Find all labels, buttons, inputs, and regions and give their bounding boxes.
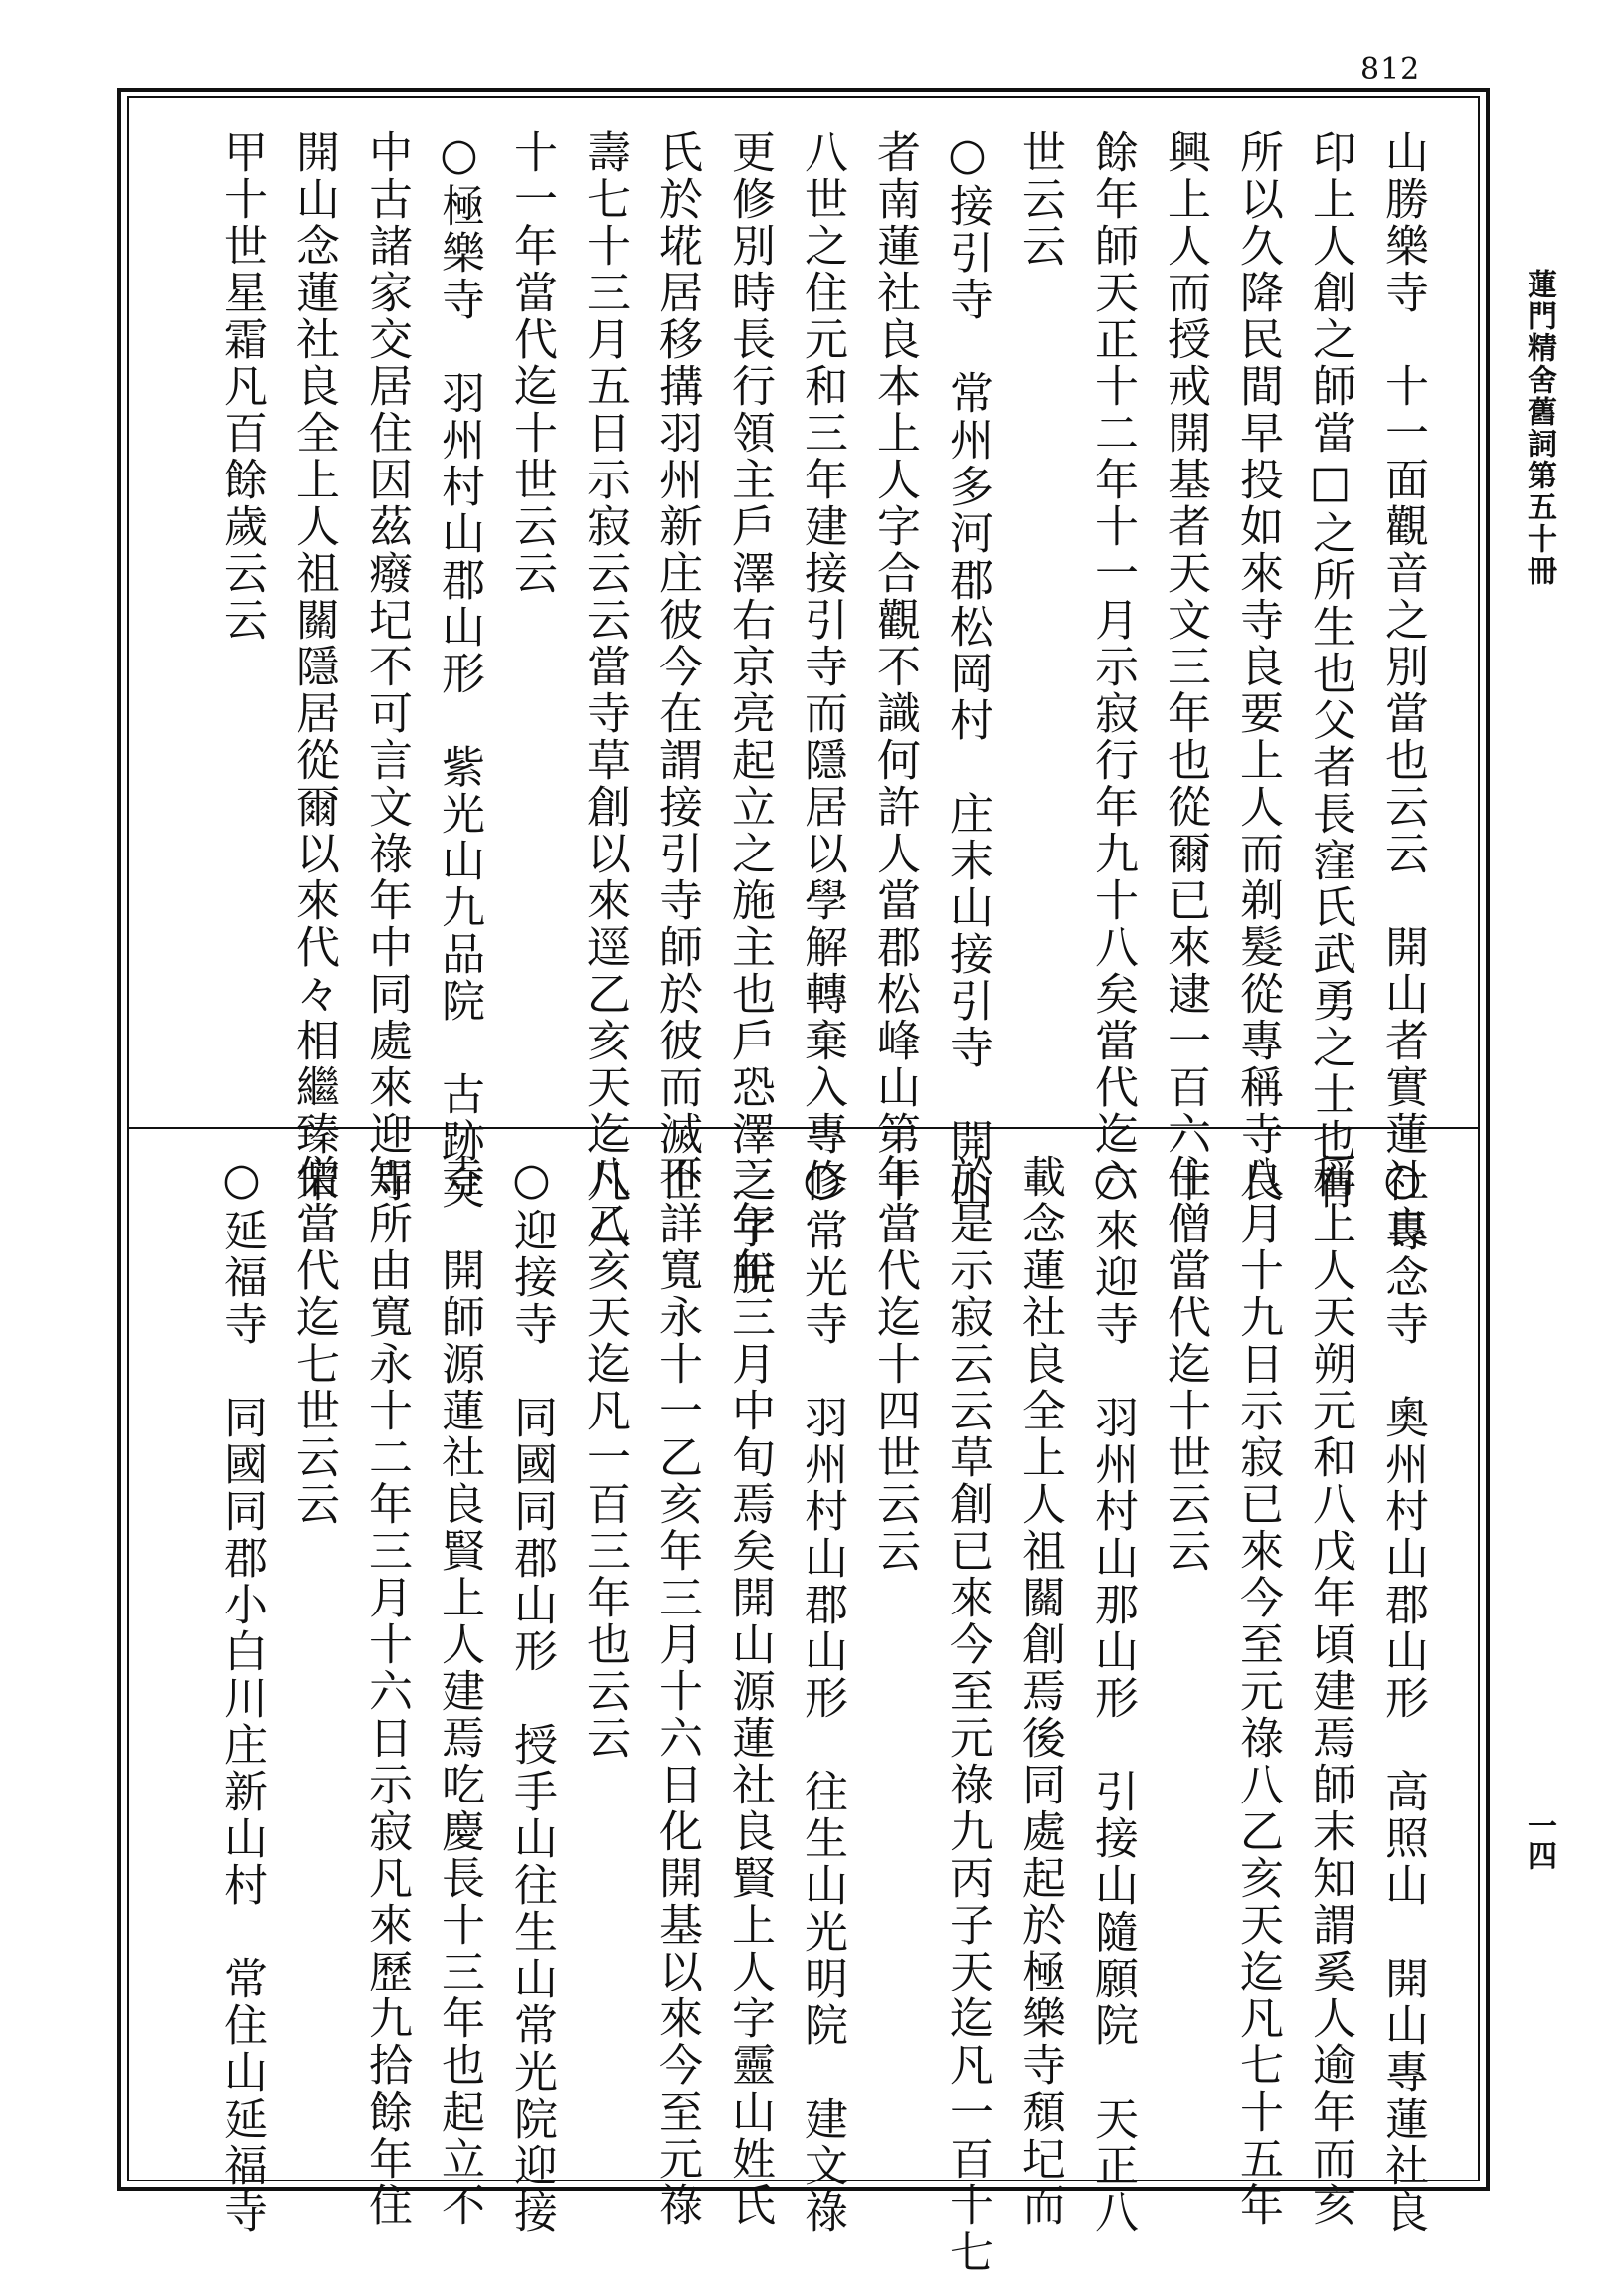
text-column: 山勝樂寺 十一面觀音之別當也云云 開山者實蓮社良: [1377, 129, 1428, 1251]
page-number: 812: [1360, 52, 1421, 87]
text-column: ○極樂寺 羽州村山郡山形 紫光山九品院 古跡矣: [434, 129, 484, 1212]
text-column: 開山念蓮社良全上人祖關隱居從爾以來代々相繼臻宋: [288, 129, 339, 1205]
text-column: 者南蓮社良本上人字合觀不識何許人當郡松峰山第十: [869, 129, 920, 1205]
text-column: 所以久降民間早投如來寺良要上人而剃髮從專稱寺良: [1232, 129, 1283, 1205]
text-column: ○專念寺 奧州村山郡山形 高照山 開山專蓮社良: [1377, 1154, 1428, 2236]
text-column: 印上人創之師當□之所生也父者長窪氏武勇之士也有: [1305, 129, 1355, 1212]
margin-title: 蓮門精舍舊詞第五十冊: [1522, 269, 1556, 587]
text-column: 八世之住元和三年建接引寺而隱居以學解轉棄入專修: [797, 129, 847, 1205]
text-column: 更修別時長行領主戶澤右京亮起立之施主也戶恐澤之字脫: [724, 129, 775, 1298]
text-column: 興上人而授戒開基者天文三年也從爾已來逮一百六十: [1160, 129, 1210, 1205]
text-column: 三年年三月中旬焉矣開山源蓮社良賢上人字靈山姓氏: [724, 1154, 775, 2229]
text-column: 稱上人天朔元和八戊年頃建焉師末知謂奚人逾年而亥: [1305, 1154, 1355, 2229]
text-column: 年當代迄十四世云云: [869, 1154, 920, 1575]
text-column: 載念蓮社良全上人祖關創焉後同處起於極樂寺頹圮而: [1014, 1154, 1065, 2229]
text-column: 八乙亥天迄凡一百三年也云云: [579, 1154, 630, 1762]
text-column: 氏於埖居移搆羽州新庄彼今在謂接引寺師於彼而滅世: [651, 129, 702, 1205]
text-column: 住僧當代迄十世云云: [1160, 1154, 1210, 1575]
text-column: 餘年師天正十二年十一月示寂行年九十八矣當代迄六: [1087, 129, 1138, 1205]
text-column: 寺 開師源蓮社良賢上人建焉吃慶長十三年也起立不: [434, 1154, 484, 2229]
text-column: 知所由寬永十二年三月十六日示寂凡來歷九拾餘年住: [361, 1154, 412, 2229]
text-column: 十一年當代迄十世云云: [506, 129, 557, 597]
text-column: ○接引寺 常州多河郡松岡村 庄末山接引寺 開山: [942, 129, 992, 1212]
text-column: ○常光寺 羽州村山郡山形 往生山光明院 建文祿: [797, 1154, 847, 2236]
text-column: 僧當代迄七世云云: [288, 1154, 339, 1528]
text-column: 中古諸家交居住因茲癈圮不可言文祿年中同處來迎寺: [361, 129, 412, 1205]
text-column: ○來迎寺 羽州村山那山形 引接山隨願院 天正八: [1087, 1154, 1138, 2236]
text-column: 甲十世星霜凡百餘歲云云: [216, 129, 267, 644]
text-column: ○迎接寺 同國同郡山形 授手山往生山常光院迎接: [506, 1154, 557, 2236]
text-column: ○延福寺 同國同郡小白川庄新山村 常住山延福寺: [216, 1154, 267, 2236]
text-column: 壽七十三月五日示寂云云當寺草創以來逕乙亥天迄凡八: [579, 129, 630, 1251]
folio-number: 一四: [1522, 1810, 1556, 1870]
text-column: 於是示寂云云草創已來今至元祿九丙子天迄凡一百十七: [942, 1154, 992, 2276]
text-column: 世云云: [1014, 129, 1065, 270]
text-column: 不詳寬永十一乙亥年三月十六日化開基以來今至元祿: [651, 1154, 702, 2229]
text-column: 八月十九日示寂已來今至元祿八乙亥天迄凡七十五年: [1232, 1154, 1283, 2229]
